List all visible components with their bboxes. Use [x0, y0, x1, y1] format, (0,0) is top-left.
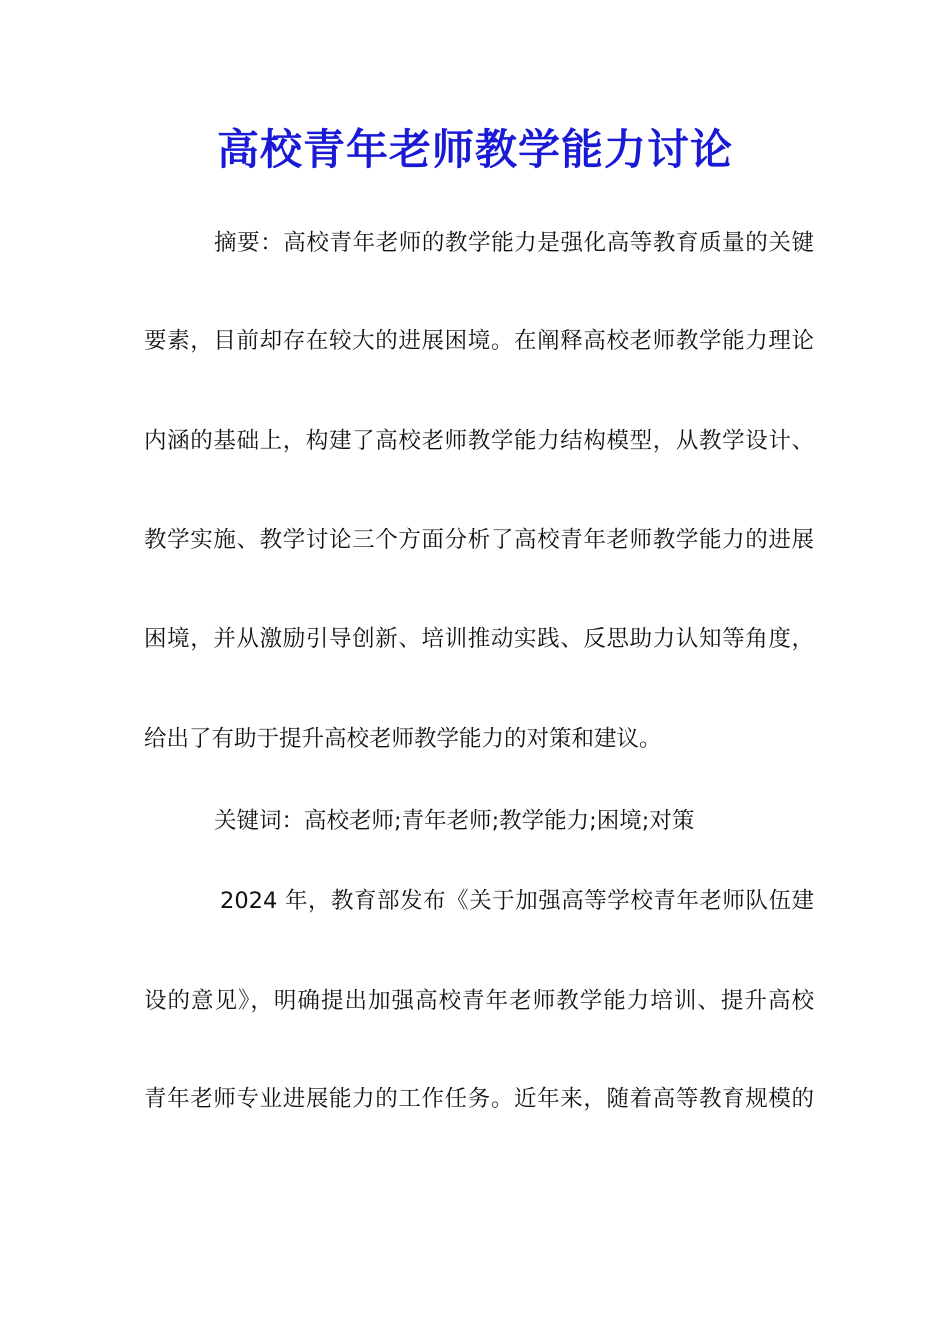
- keywords-line: 关键词：高校老师;青年老师;教学能力;困境;对策: [214, 808, 695, 834]
- body-line-1: 2024 年，教育部发布《关于加强高等学校青年老师队伍建: [220, 888, 814, 914]
- abstract-line-2: 要素，目前却存在较大的进展困境。在阐释高校老师教学能力理论: [144, 328, 814, 354]
- abstract-line-1: 摘要：高校青年老师的教学能力是强化高等教育质量的关键: [214, 230, 814, 256]
- body-line-3: 青年老师专业进展能力的工作任务。近年来，随着高等教育规模的: [144, 1086, 814, 1112]
- abstract-line-5: 困境，并从激励引导创新、培训推动实践、反思助力认知等角度，: [144, 626, 814, 652]
- abstract-line-6: 给出了有助于提升高校老师教学能力的对策和建议。: [144, 726, 662, 752]
- body-line-2: 设的意见》，明确提出加强高校青年老师教学能力培训、提升高校: [144, 988, 814, 1014]
- document-title: 高校青年老师教学能力讨论: [216, 125, 733, 174]
- abstract-line-4: 教学实施、教学讨论三个方面分析了高校青年老师教学能力的进展: [144, 527, 814, 553]
- abstract-line-3: 内涵的基础上，构建了高校老师教学能力结构模型，从教学设计、: [144, 428, 814, 454]
